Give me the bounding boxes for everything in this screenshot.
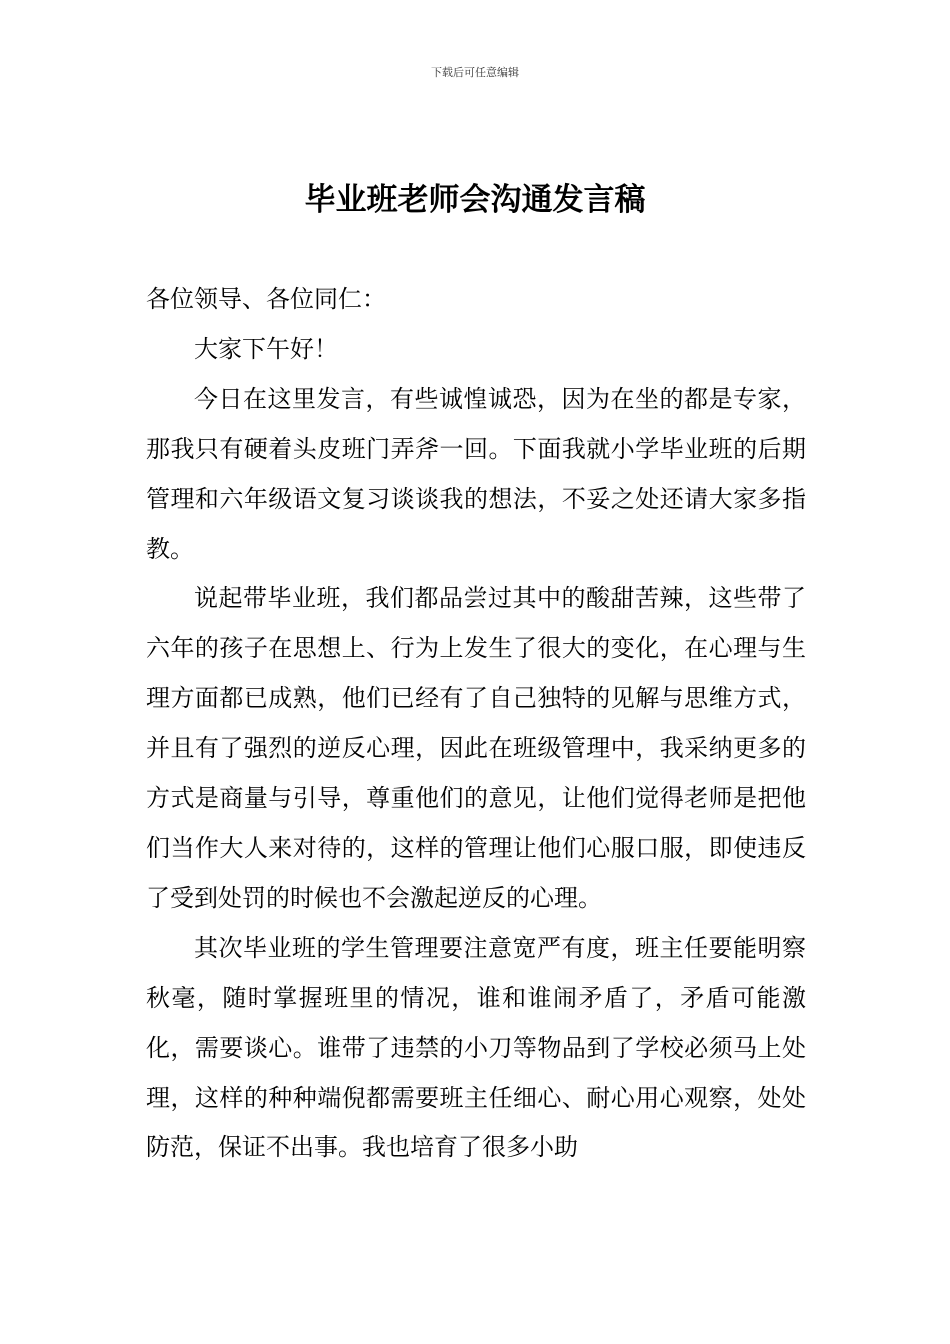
salutation: 各位领导、各位同仁： xyxy=(146,285,386,313)
document-title: 毕业班老师会沟通发言稿 xyxy=(304,182,646,218)
paragraph-strict-management: 其次毕业班的学生管理要注意宽严有度，班主任要能明察秋毫，随时掌握班里的情况，谁和谁闹矛盾了，矛盾可能激化，需要谈心。谁带了违禁的小刀等物品到了学校必须马上处理，这样的种种端倪都需要班主任细心、耐心用心观察，处处防范，保证不出事。我也培育了很多小助 xyxy=(146,933,806,1162)
paragraph-opening: 今日在这里发言，有些诚惶诚恐，因为在坐的都是专家，那我只有硬着头皮班门弄斧一回。下面我就小学毕业班的后期管理和六年级语文复习谈谈我的想法，不妥之处还请大家多指教。 xyxy=(146,384,806,563)
document-body xyxy=(146,275,806,1173)
paragraph-greeting: 大家下午好！ xyxy=(194,334,338,363)
paragraph-class-management: 说起带毕业班，我们都品尝过其中的酸甜苦辣，这些带了六年的孩子在思想上、行为上发生了很大的变化，在心理与生理方面都已成熟，他们已经有了自己独特的见解与思维方式，并且有了强烈的逆反心理，因此在班级管理中，我采纳更多的方式是商量与引导，尊重他们的意见，让他们觉得老师是把他们当作大人来对待的，这样的管理让他们心服口服，即使违反了受到处罚的时候也不会激起逆反的心理。 xyxy=(146,584,806,912)
header-note: 下载后可任意编辑 xyxy=(431,66,519,79)
